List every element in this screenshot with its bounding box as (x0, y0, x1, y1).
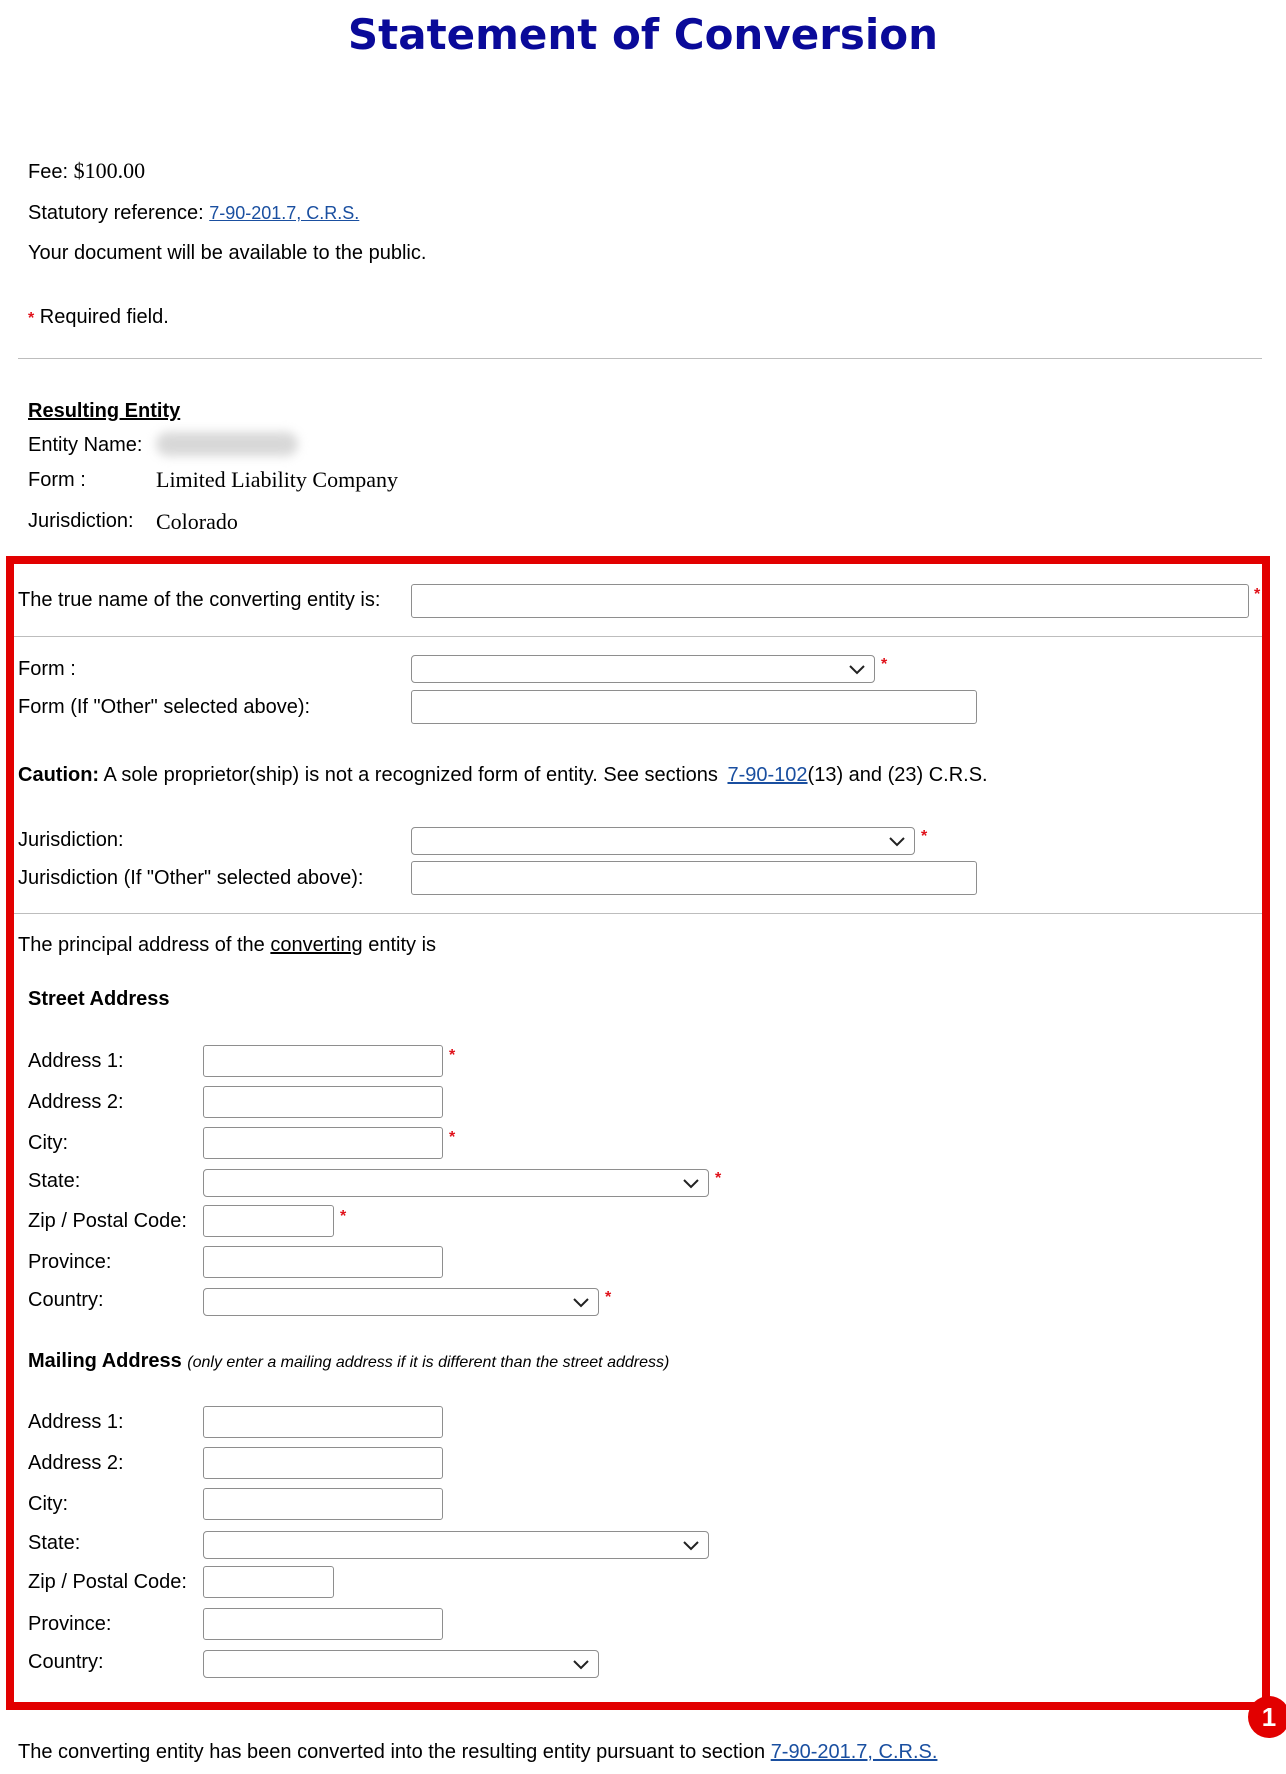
true-name-required: * (1254, 586, 1261, 603)
street-zip-label: Zip / Postal Code: (28, 1210, 187, 1232)
mailing-state-label: State: (28, 1532, 81, 1554)
mailing-zip-label: Zip / Postal Code: (28, 1571, 187, 1593)
street-country-label: Country: (28, 1289, 104, 1311)
page-title: Statement of Conversion (347, 10, 939, 59)
divider (18, 358, 1262, 359)
principal-pre: The principal address of the (18, 934, 265, 956)
mailing-city-label: City: (28, 1493, 68, 1515)
street-address2-label: Address 2: (28, 1091, 124, 1113)
mailing-address-heading: Mailing Address (28, 1350, 182, 1372)
jurisdiction-required: * (921, 828, 928, 845)
entity-name-label: Entity Name: (28, 434, 143, 456)
principal-underlined: converting (270, 934, 363, 956)
street-province-label: Province: (28, 1251, 112, 1273)
street-address1-label: Address 1: (28, 1050, 124, 1072)
footer-text: The converting entity has been converted into the resulting entity pursuant to section (18, 1741, 766, 1763)
mailing-address-note: (only enter a mailing address if it is different than the street address) (187, 1354, 670, 1371)
mailing-address1-label: Address 1: (28, 1411, 124, 1433)
statutory-link[interactable]: 7-90-201.7, C.R.S. (209, 203, 360, 223)
statutory-line (28, 202, 359, 225)
caution-text: A sole proprietor(ship) is not a recognized form of entity. See sections (103, 764, 718, 786)
mailing-province-label: Province: (28, 1613, 112, 1635)
street-state-required: * (715, 1170, 722, 1187)
principal-post: entity is (368, 934, 437, 956)
caution-label: Caution: (18, 764, 100, 786)
highlight-box (6, 556, 1270, 1710)
resulting-form-value: Limited Liability Company (156, 467, 398, 492)
jurisdiction-label: Jurisdiction: (18, 829, 124, 851)
street-zip-required: * (340, 1208, 347, 1225)
fee-line (28, 158, 145, 184)
required-asterisk: * (28, 310, 35, 327)
footer-line (18, 1741, 937, 1764)
required-note: Required field. (39, 306, 169, 328)
fee-label: Fee: (28, 161, 69, 183)
required-note-line (28, 306, 169, 329)
caution-text-post: (13) and (23) C.R.S. (807, 764, 988, 786)
form-label: Form : (18, 658, 76, 680)
annotation-badge: 1 (1248, 1696, 1286, 1738)
mailing-address2-label: Address 2: (28, 1452, 124, 1474)
resulting-entity-heading: Resulting Entity (28, 400, 181, 422)
mailing-country-label: Country: (28, 1651, 104, 1673)
resulting-form-label: Form : (28, 469, 86, 491)
resulting-jurisdiction-label: Jurisdiction: (28, 510, 134, 532)
caution-link[interactable]: 7-90-102 (727, 764, 808, 786)
street-state-label: State: (28, 1170, 81, 1192)
statutory-label: Statutory reference: (28, 202, 204, 224)
public-notice: Your document will be available to the public. (28, 242, 427, 264)
jurisdiction-other-label: Jurisdiction (If "Other" selected above): (18, 867, 364, 889)
street-city-required: * (449, 1129, 456, 1146)
street-country-required: * (605, 1289, 612, 1306)
street-city-label: City: (28, 1132, 68, 1154)
form-other-label: Form (If "Other" selected above): (18, 696, 311, 718)
street-address1-required: * (449, 1047, 456, 1064)
footer-link[interactable]: 7-90-201.7, C.R.S. (770, 1741, 938, 1763)
resulting-jurisdiction-value: Colorado (156, 509, 238, 534)
true-name-label: The true name of the converting entity is: (18, 589, 381, 611)
fee-value: $100.00 (73, 158, 146, 183)
entity-name-redacted (156, 432, 298, 456)
form-required: * (881, 656, 888, 673)
street-address-heading: Street Address (28, 988, 170, 1010)
